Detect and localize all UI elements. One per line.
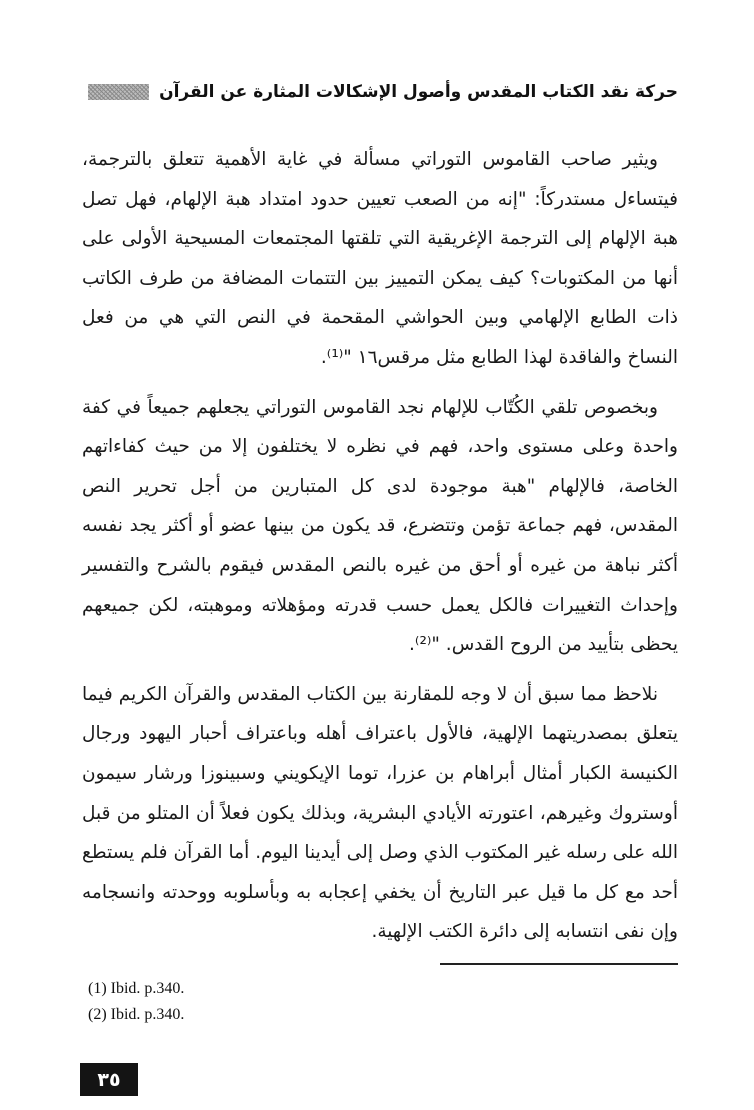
- footnotes: [88, 976, 488, 1028]
- header-decorative-bar: [88, 84, 149, 100]
- footnote-2: (2) Ibid. p.340.: [88, 1006, 185, 1023]
- body-text: [82, 140, 678, 962]
- footnote-divider: [440, 963, 678, 965]
- running-header: [88, 78, 678, 106]
- paragraph-3: نلاحظ مما سبق أن لا وجه للمقارنة بين الكتاب المقدس والقرآن الكريم فيما يتعلق بمصدريتهما الإلهية، فالأول باعتراف أهله وباعتراف أحبار اليهود ورجال الكنيسة الكبار أمثال أبراهام بن عزرا، توما الإيكويني وسبينوزا ورشار سيمون أوستروك وغيرهم، اعتورته الأيادي البشرية، وبذلك يكون فعلاً أن المتلو من قبل الله على رسله غير المكتوب الذي وصل إلى أيدينا اليوم. أما القرآن فلم يستطع أحد مع كل ما قيل عبر التاريخ أن يخفي إعجابه به وبأسلوبه ووحدته وانسجامه وإن نفى انتسابه إلى دائرة الكتب الإلهية.: [82, 683, 678, 943]
- paragraph-1: ويثير صاحب القاموس التوراتي مسألة في غاية الأهمية تتعلق بالترجمة، فيتساءل مستدركاً: "إنه من الصعب تعيين حدود امتداد هبة الإلهام، فهل تصل هبة الإلهام إلى الترجمة الإغريقية التي تلقتها المجتمعات المسيحية الأولى على أنها من المكتوبات؟ كيف يمكن التمييز بين التتمات المضافة من طرف الكاتب ذات الطابع الإلهامي وبين الحواشي المقحمة في النص التي هي من فعل النساخ والفاقدة لهذا الطابع مثل مرقس١٦ "⁽¹⁾.: [82, 149, 678, 368]
- paragraph-2: وبخصوص تلقي الكُتّاب للإلهام نجد القاموس التوراتي يجعلهم جميعاً في كفة واحدة وعلى مستوى واحد، فهم في نظره لا يختلفون إلا من حيث كفاءاتهم الخاصة، فالإلهام "هبة موجودة لدى كل المتبارين من أجل تحرير النص المقدس، فهم جماعة تؤمن وتتضرع، قد يكون من بينها عضو أو أكثر يجد نفسه أكثر نباهة من غيره أو أحق من غيره بالنص المقدس فيقوم بالشرح والتفسير وإحداث التغييرات فالكل يعمل حسب قدرته ومؤهلاته وموهبته، لكن جميعهم يحظى بتأييد من الروح القدس. "⁽²⁾.: [82, 396, 678, 656]
- running-header-title: حركة نقد الكتاب المقدس وأصول الإشكالات المثارة عن القرآن: [159, 82, 678, 102]
- footnote-1: (1) Ibid. p.340.: [88, 980, 185, 997]
- page-number: ٣٥: [80, 1063, 138, 1096]
